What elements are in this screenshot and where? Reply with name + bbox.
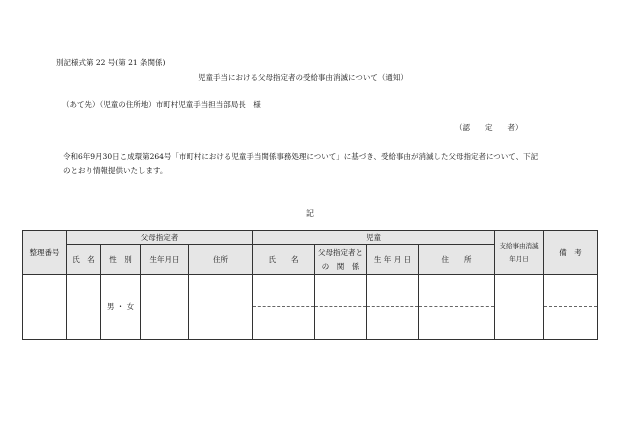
group-parent-designee: 父母指定者 xyxy=(67,231,253,245)
certifier: （認 定 者） xyxy=(455,123,523,132)
ki-heading: 記 xyxy=(306,209,314,218)
cell-child-birth-2 xyxy=(367,307,419,340)
relation-label-1: 父母指定者と xyxy=(318,248,363,258)
cell-child-relation-1 xyxy=(315,275,367,307)
reason-label-1: 支給事由消滅 xyxy=(499,241,539,250)
col-parent-name: 氏 名 xyxy=(67,245,101,275)
col-parent-birth: 生年月日 xyxy=(141,245,189,275)
cell-child-relation-2 xyxy=(315,307,367,340)
cell-parent-birth xyxy=(141,275,189,340)
cell-child-address-1 xyxy=(419,275,495,307)
form-reference: 別記様式第 22 号(第 21 条関係) xyxy=(56,58,166,67)
col-reason-date xyxy=(495,231,544,275)
cell-remarks-2 xyxy=(544,307,598,340)
cell-reason-date xyxy=(495,275,544,340)
col-child-relation xyxy=(315,245,367,275)
col-child-birth: 生 年 月 日 xyxy=(367,245,419,275)
cell-parent-address xyxy=(189,275,253,340)
relation-label-2: の 関 係 xyxy=(321,261,360,271)
col-child-address: 住 所 xyxy=(419,245,495,275)
group-child: 児童 xyxy=(253,231,495,245)
cell-child-birth-1 xyxy=(367,275,419,307)
body-line-2: のとおり情報提供いたします。 xyxy=(63,166,168,175)
col-parent-sex: 性 別 xyxy=(101,245,141,275)
info-table xyxy=(22,230,598,340)
body-line-1: 令和6年9月30日こ成環第264号「市町村における児童手当関係事務処理について」に基づき、受給事由が消滅した父母指定者について、下記 xyxy=(63,152,539,161)
cell-child-address-2 xyxy=(419,307,495,340)
col-child-name: 氏 名 xyxy=(253,245,315,275)
cell-child-name-2 xyxy=(253,307,315,340)
cell-parent-name xyxy=(67,275,101,340)
cell-parent-sex xyxy=(101,275,141,340)
cell-seiri xyxy=(23,275,67,340)
col-seiri-bango: 整理番号 xyxy=(23,231,67,275)
reason-label-2: 年月日 xyxy=(509,255,529,263)
cell-child-name-1 xyxy=(253,275,315,307)
col-remarks: 備 考 xyxy=(544,231,598,275)
col-parent-address: 住所 xyxy=(189,245,253,275)
document-title: 児童手当における父母指定者の受給事由消滅について（通知） xyxy=(198,73,408,82)
sex-options: 男 ・ 女 xyxy=(106,302,135,312)
addressee: （あて先）（児童の住所地）市町村児童手当担当部局長 様 xyxy=(62,100,261,109)
cell-remarks-1 xyxy=(544,275,598,307)
